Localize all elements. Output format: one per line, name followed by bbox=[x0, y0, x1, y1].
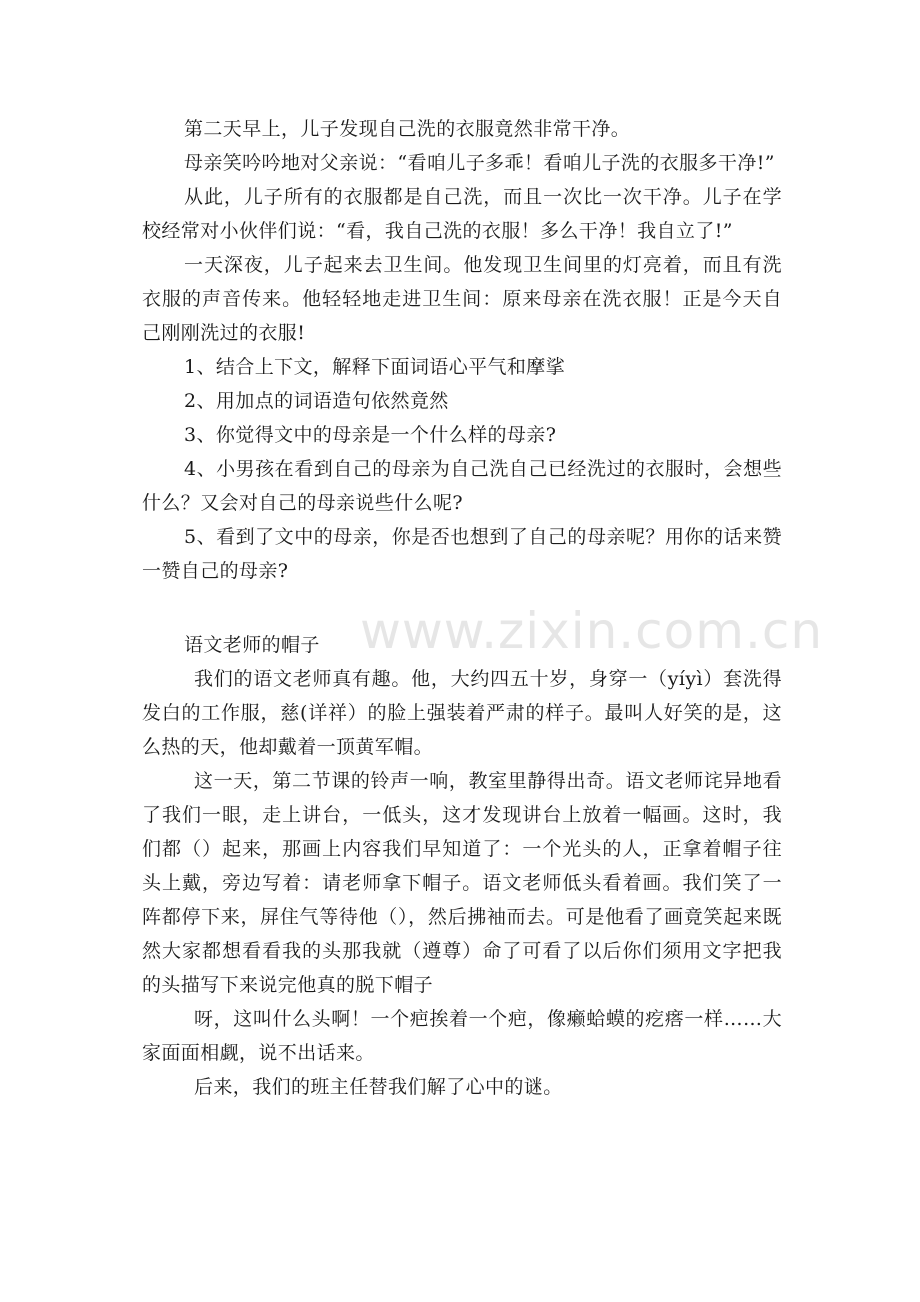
story-paragraph: 第二天早上，儿子发现自己洗的衣服竟然非常干净。 bbox=[184, 118, 631, 140]
question-item: 2、用加点的词语造句依然竟然 bbox=[184, 390, 449, 412]
question-item: 3、你觉得文中的母亲是一个什么样的母亲? bbox=[184, 424, 557, 446]
story-paragraph: 呀，这叫什么头啊！一个疤挨着一个疤，像癞蛤蟆的疙瘩一样……大家面面相觑，说不出话来。 bbox=[142, 1008, 782, 1064]
document-page bbox=[142, 112, 782, 1104]
story-paragraph: 我们的语文老师真有趣。他，大约四五十岁，身穿一（yíyì）套洗得发白的工作服，慈(详祥）的脸上强装着严肃的样子。最叫人好笑的是，这么热的天，他却戴着一顶黄军帽。 bbox=[142, 668, 782, 758]
story-paragraph: 母亲笑吟吟地对父亲说：“看咱儿子多乖！看咱儿子洗的衣服多干净!” bbox=[184, 152, 775, 174]
story-paragraph: 一天深夜，儿子起来去卫生间。他发现卫生间里的灯亮着，而且有洗衣服的声音传来。他轻轻地走进卫生间：原来母亲在洗衣服！正是今天自己刚刚洗过的衣服! bbox=[142, 254, 782, 344]
watermark-text: www.zixin.com.cn bbox=[360, 602, 824, 660]
question-item: 5、看到了文中的母亲，你是否也想到了自己的母亲呢？用你的话来赞一赞自己的母亲? bbox=[142, 526, 782, 582]
section-title: 语文老师的帽子 bbox=[184, 634, 320, 656]
question-item: 4、小男孩在看到自己的母亲为自己洗自己已经洗过的衣服时，会想些什么？又会对自己的母亲说些什么呢? bbox=[142, 458, 782, 514]
story-paragraph: 后来，我们的班主任替我们解了心中的谜。 bbox=[194, 1076, 563, 1098]
story-paragraph: 这一天，第二节课的铃声一响，教室里静得出奇。语文老师诧异地看了我们一眼，走上讲台，一低头，这才发现讲台上放着一幅画。这时，我们都（）起来，那画上内容我们早知道了：一个光头的人，正拿着帽子往头上戴，旁边写着：请老师拿下帽子。语文老师低头看着画。我们笑了一阵都停下来，屏住气等待他（），然后拂袖而去。可是他看了画竟笑起来既然大家都想看看我的头那我就（遵尊）命了可看了以后你们须用文字把我的头描写下来说完他真的脱下帽子 bbox=[142, 770, 782, 996]
question-item: 1、结合上下文，解释下面词语心平气和摩挲 bbox=[184, 356, 566, 378]
section-spacer bbox=[142, 588, 782, 628]
story-paragraph: 从此，儿子所有的衣服都是自己洗，而且一次比一次干净。儿子在学校经常对小伙伴们说：“看，我自己洗的衣服！多么干净！我自立了!” bbox=[142, 186, 782, 242]
